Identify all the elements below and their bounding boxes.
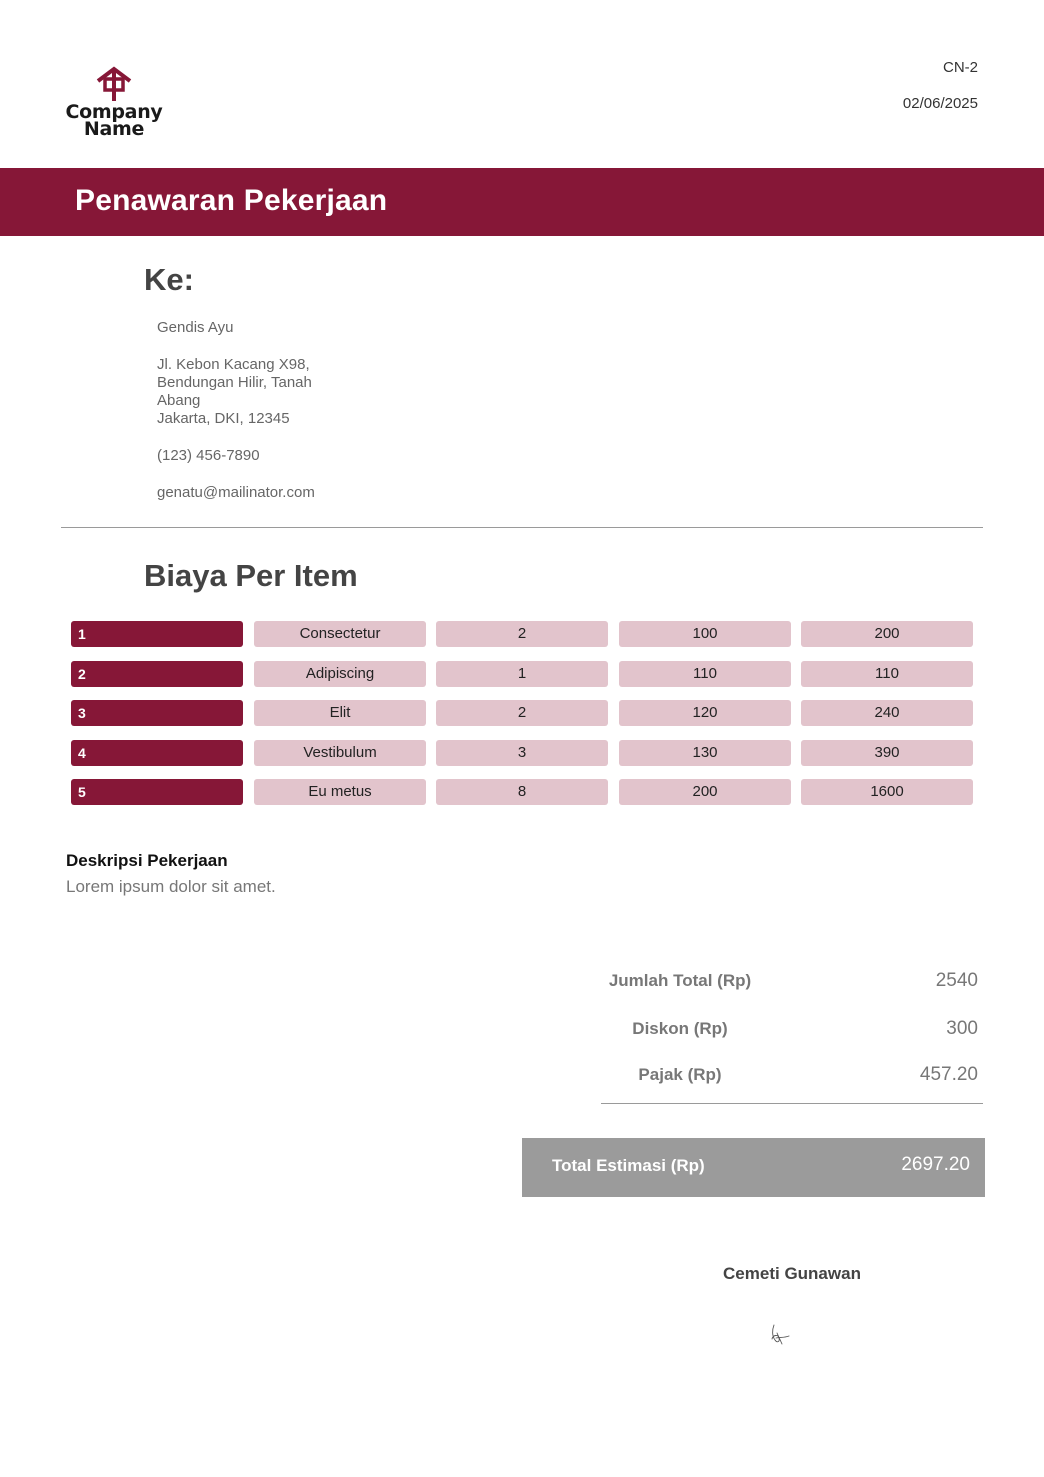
- item-name: Vestibulum: [254, 740, 426, 766]
- item-number: 3: [71, 700, 243, 726]
- description-text: Lorem ipsum dolor sit amet.: [66, 877, 276, 896]
- item-number: 1: [71, 621, 243, 647]
- title-banner: [0, 168, 1044, 236]
- recipient-email: genatu@mailinator.com: [157, 484, 315, 501]
- item-quantity: 2: [436, 700, 608, 726]
- company-name-line1: Company: [65, 101, 163, 123]
- item-total: 390: [801, 740, 973, 766]
- items-table: [71, 621, 973, 819]
- tax-label: Pajak (Rp): [638, 1065, 722, 1084]
- item-price: 100: [619, 621, 791, 647]
- grand-total-box: [522, 1138, 985, 1197]
- tax-value: 457.20: [919, 1064, 978, 1085]
- item-number: 4: [71, 740, 243, 766]
- item-name: Consectetur: [254, 621, 426, 647]
- address-line: Abang: [157, 392, 201, 409]
- table-row: [71, 779, 973, 805]
- document-date: 02/06/2025: [902, 95, 978, 112]
- table-row: [71, 700, 973, 726]
- item-price: 200: [619, 779, 791, 805]
- signature-mark: [764, 1322, 794, 1348]
- address-line: Jl. Kebon Kacang X98,: [157, 356, 310, 373]
- recipient-address: [157, 356, 357, 428]
- table-row: [71, 661, 973, 687]
- item-total: 240: [801, 700, 973, 726]
- item-price: 130: [619, 740, 791, 766]
- items-heading: Biaya Per Item: [144, 558, 358, 593]
- discount-value: 300: [946, 1018, 978, 1039]
- table-row: [71, 740, 973, 766]
- company-logo: [64, 66, 164, 146]
- table-row: [71, 621, 973, 647]
- item-name: Adipiscing: [254, 661, 426, 687]
- recipient-heading: Ke:: [144, 262, 194, 297]
- page-title: Penawaran Pekerjaan: [75, 184, 388, 217]
- document-number: CN-2: [942, 59, 978, 76]
- item-quantity: 1: [436, 661, 608, 687]
- address-line: Jakarta, DKI, 12345: [157, 410, 290, 427]
- grand-total-label: Total Estimasi (Rp): [552, 1156, 705, 1175]
- recipient-name: Gendis Ayu: [157, 319, 234, 336]
- company-name: [64, 101, 164, 140]
- item-price: 110: [619, 661, 791, 687]
- item-name: Elit: [254, 700, 426, 726]
- grand-total-value: 2697.20: [901, 1154, 970, 1175]
- item-total: 110: [801, 661, 973, 687]
- item-quantity: 8: [436, 779, 608, 805]
- recipient-block: [157, 319, 357, 502]
- summary-divider: [601, 1103, 983, 1104]
- item-total: 200: [801, 621, 973, 647]
- item-total: 1600: [801, 779, 973, 805]
- item-name: Eu metus: [254, 779, 426, 805]
- item-price: 120: [619, 700, 791, 726]
- address-line: Bendungan Hilir, Tanah: [157, 374, 312, 391]
- company-name-line2: Name: [83, 118, 145, 140]
- recipient-phone: (123) 456-7890: [157, 447, 260, 464]
- item-number: 5: [71, 779, 243, 805]
- item-quantity: 2: [436, 621, 608, 647]
- item-quantity: 3: [436, 740, 608, 766]
- description-title: Deskripsi Pekerjaan: [66, 851, 228, 870]
- house-icon: [94, 66, 134, 102]
- subtotal-value: 2540: [935, 970, 978, 991]
- signer-name: Cemeti Gunawan: [723, 1264, 861, 1283]
- section-divider: [61, 527, 983, 528]
- discount-label: Diskon (Rp): [632, 1019, 728, 1038]
- subtotal-label: Jumlah Total (Rp): [608, 971, 752, 990]
- item-number: 2: [71, 661, 243, 687]
